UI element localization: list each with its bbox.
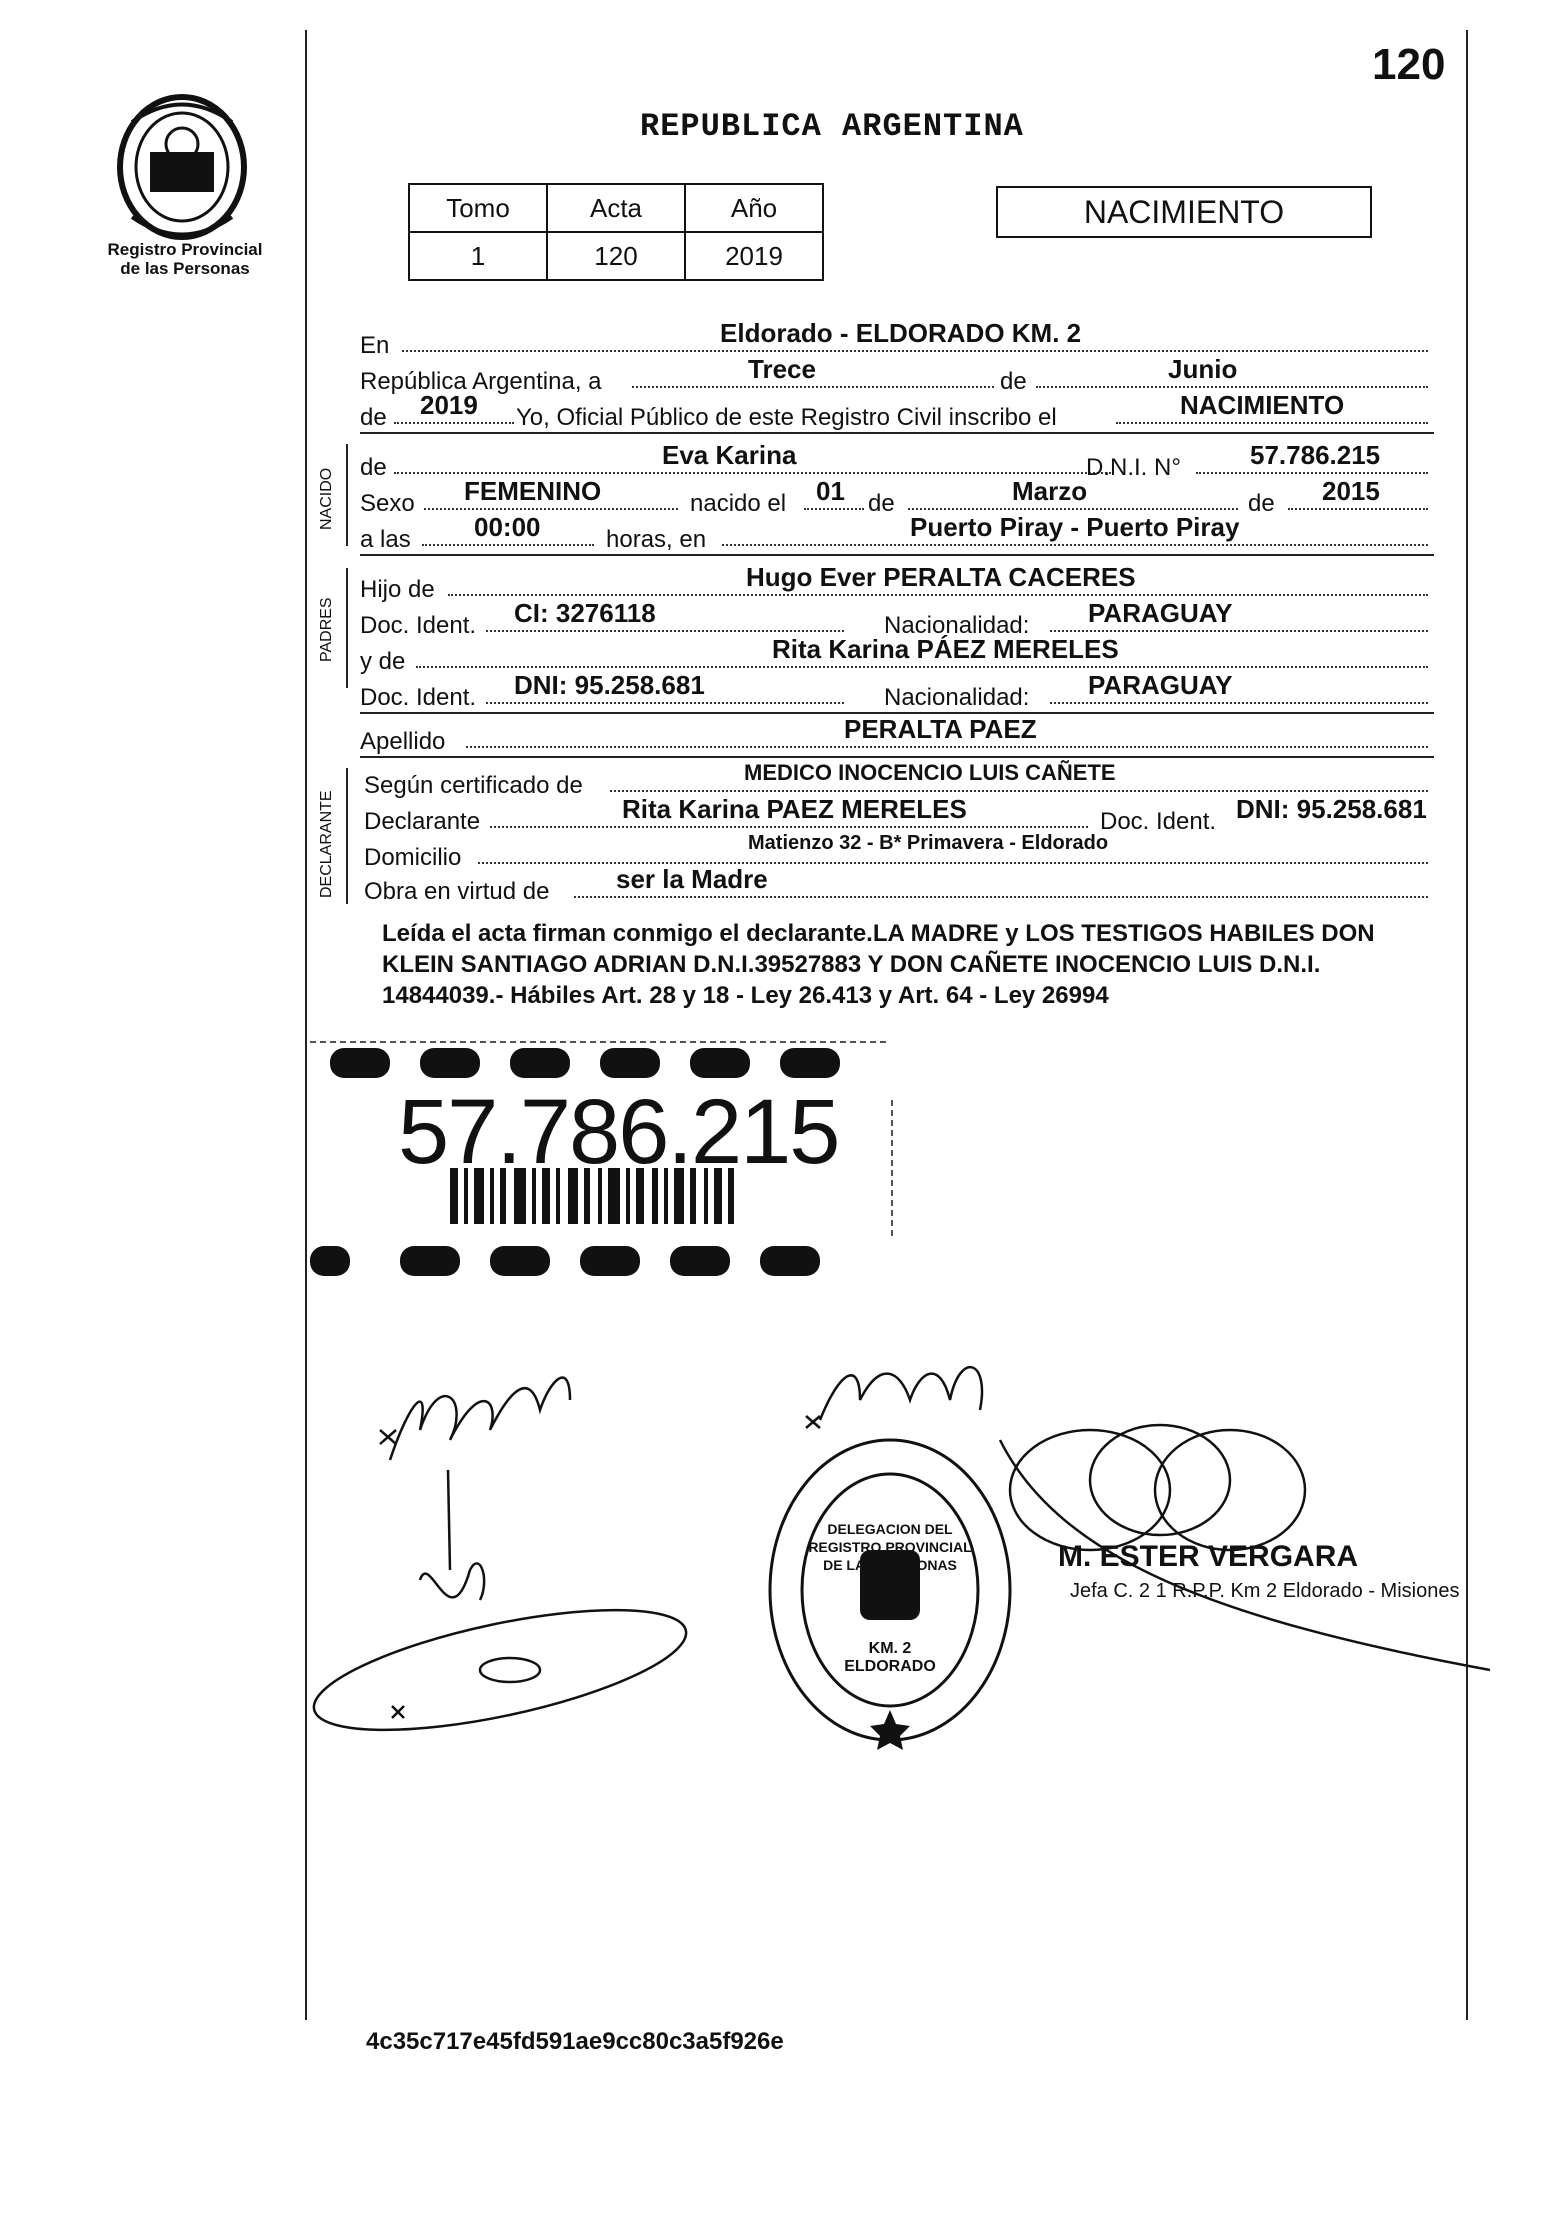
day-value: Trece — [748, 354, 816, 384]
line-time-place — [360, 512, 1430, 554]
certificate-value: MEDICO INOCENCIO LUIS CAÑETE — [744, 760, 1116, 785]
child-dni-value: 57.786.215 — [1250, 440, 1381, 470]
sex-value: FEMENINO — [464, 476, 602, 506]
address-value: Matienzo 32 - B* Primavera - Eldorado — [748, 832, 1109, 854]
logo-caption: Registro Provincial de las Personas — [107, 240, 263, 278]
provincial-seal-logo — [112, 92, 252, 242]
official-name: M. ESTER VERGARA — [1058, 1540, 1359, 1573]
surname-value: PERALTA PAEZ — [844, 714, 1037, 744]
en-label: En — [360, 332, 390, 359]
header-ano: Año — [685, 184, 823, 232]
official-title: Jefa C. 2 1 R.P.P. Km 2 Eldorado - Misiones — [1070, 1580, 1460, 1602]
page-number: 120 — [1372, 40, 1446, 89]
child-name-value: Eva Karina — [662, 440, 797, 470]
doc-label: Doc. Ident. — [360, 612, 477, 639]
birth-time-value: 00:00 — [474, 512, 541, 542]
birth-year-value: 2015 — [1322, 476, 1380, 506]
side-label-nacido: NACIDO — [318, 467, 335, 530]
location-value: Eldorado - ELDORADO KM. 2 — [720, 318, 1082, 348]
republica-label: República Argentina, a — [360, 368, 602, 395]
value-acta: 120 — [547, 232, 685, 280]
line-mother-doc — [360, 670, 1430, 712]
birth-month-value: Marzo — [1012, 476, 1088, 506]
declarant-name-value: Rita Karina PAEZ MERELES — [622, 794, 967, 824]
seal-ring-text: DELEGACION DEL REGISTRO PROVINCIAL DE LAS PERSONAS — [808, 1521, 972, 1573]
line-address — [360, 832, 1430, 872]
father-name-value: Hugo Ever PERALTA CACERES — [746, 562, 1136, 592]
birth-place-value: Puerto Piray - Puerto Piray — [910, 512, 1240, 542]
line-surname — [360, 714, 1430, 756]
seal-inner-text: KM. 2 ELDORADO — [844, 1640, 936, 1675]
declarant-doc-value: DNI: 95.258.681 — [1236, 794, 1427, 824]
header-acta: Acta — [547, 184, 685, 232]
side-label-padres: PADRES — [318, 597, 335, 662]
mother-name-value: Rita Karina PÁEZ MERELES — [772, 634, 1119, 664]
nacionalidad-label: Nacionalidad: — [884, 612, 1030, 639]
mother-doc-value: DNI: 95.258.681 — [514, 670, 705, 700]
document-title: REPUBLICA ARGENTINA — [640, 108, 1024, 145]
birth-day-value: 01 — [816, 476, 845, 506]
month-value: Junio — [1168, 354, 1238, 384]
line-inscribe — [360, 390, 1430, 432]
line-location — [360, 318, 1430, 360]
year-value: 2019 — [420, 390, 478, 420]
de3-label: de — [868, 490, 895, 517]
barcode-number: 57.786.215 — [398, 1081, 839, 1183]
mother-nationality-value: PARAGUAY — [1088, 670, 1233, 700]
hijo-label: Hijo de — [360, 576, 435, 603]
de-label: de — [1000, 368, 1027, 395]
document-hash: 4c35c717e45fd591ae9cc80c3a5f926e — [366, 2028, 784, 2055]
record-table — [408, 183, 824, 281]
value-ano: 2019 — [685, 232, 823, 280]
dni-label: D.N.I. N° — [1086, 454, 1181, 481]
closing-note: Leída el acta firman conmigo el declarante.LA MADRE y LOS TESTIGOS HABILES DON KLEIN SANTIAGO ADRIAN D.N.I.39527883 Y DON CAÑETE INOCENCIO LUIS D.N.I. 14844039.- Hábiles Art. 28 y 18 - Ley 26.413 y Art. 64 - Ley 26994 — [382, 920, 1375, 1009]
official-text: Yo, Oficial Público de este Registro Civil inscribo el — [516, 404, 1057, 431]
apellido-label: Apellido — [360, 728, 446, 755]
domicilio-label: Domicilio — [364, 844, 462, 871]
act-type-value: NACIMIENTO — [1180, 390, 1345, 420]
value-tomo: 1 — [409, 232, 547, 280]
header-tomo: Tomo — [409, 184, 547, 232]
capacity-value: ser la Madre — [616, 864, 768, 894]
doc3-label: Doc. Ident. — [1100, 808, 1217, 835]
doc2-label: Doc. Ident. — [360, 684, 477, 711]
de2-label: de — [360, 404, 387, 431]
sexo-label: Sexo — [360, 490, 415, 517]
alas-label: a las — [360, 526, 411, 553]
segun-label: Según certificado de — [364, 772, 583, 799]
side-label-declarante: DECLARANTE — [318, 790, 335, 898]
line-declarant — [360, 794, 1430, 836]
declarante-label: Declarante — [364, 808, 481, 835]
de4-label: de — [1248, 490, 1275, 517]
father-doc-value: CI: 3276118 — [514, 598, 656, 628]
nacionalidad2-label: Nacionalidad: — [884, 684, 1030, 711]
obra-label: Obra en virtud de — [364, 878, 550, 905]
yde-label: y de — [360, 648, 406, 675]
father-nationality-value: PARAGUAY — [1088, 598, 1233, 628]
line-capacity — [360, 864, 1430, 906]
horas-label: horas, en — [606, 526, 707, 553]
record-type-box: NACIMIENTO — [996, 186, 1372, 238]
nacido-label: nacido el — [690, 490, 787, 517]
name-label: de — [360, 454, 387, 481]
